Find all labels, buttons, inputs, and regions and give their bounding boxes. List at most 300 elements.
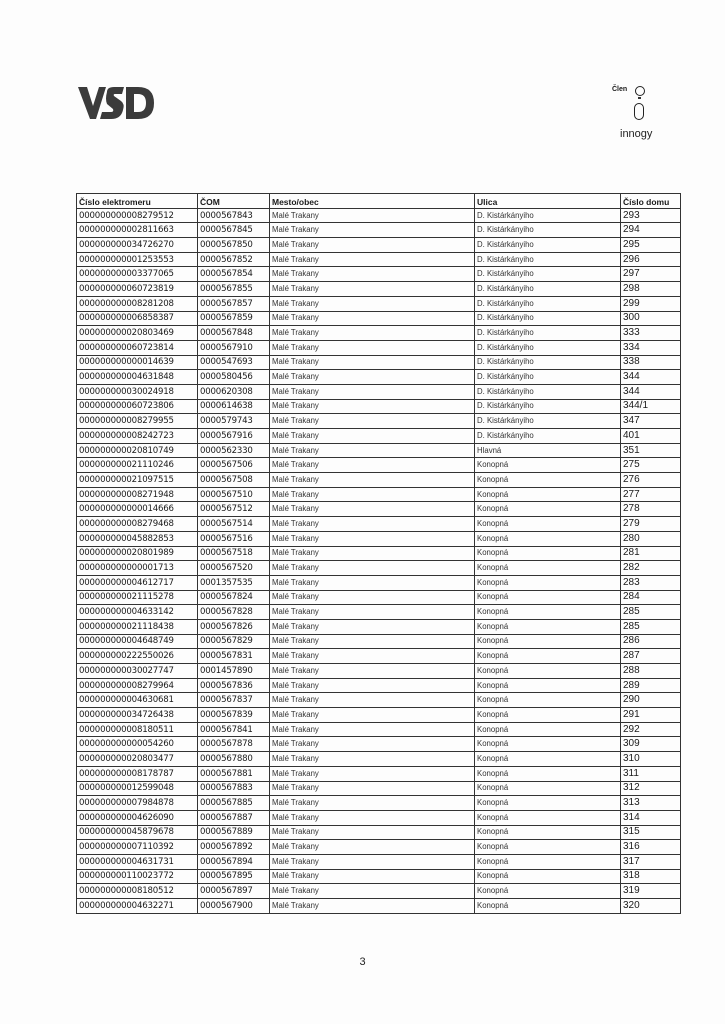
meter-number-cell: 000000000021097515 [77, 473, 198, 488]
innogy-symbol-icon [634, 103, 644, 120]
table-row [77, 282, 681, 297]
street-cell: Konopná [475, 899, 621, 914]
table-row [77, 575, 681, 590]
street-cell: Konopná [475, 722, 621, 737]
street-cell: Konopná [475, 708, 621, 723]
house-number-cell: 281 [621, 546, 681, 561]
house-number-cell: 344 [621, 370, 681, 385]
municipality-cell: Malé Trakany [270, 252, 475, 267]
table-row [77, 869, 681, 884]
street-cell: Konopná [475, 693, 621, 708]
street-cell: D. Kistárkányiho [475, 370, 621, 385]
meter-number-cell: 000000000008178787 [77, 766, 198, 781]
table-row [77, 296, 681, 311]
com-cell: 0000567518 [198, 546, 270, 561]
table-row [77, 810, 681, 825]
municipality-cell: Malé Trakany [270, 781, 475, 796]
house-number-cell: 333 [621, 326, 681, 341]
table-row [77, 752, 681, 767]
street-cell: D. Kistárkányiho [475, 208, 621, 223]
com-cell: 0000567910 [198, 340, 270, 355]
municipality-cell: Malé Trakany [270, 884, 475, 899]
com-cell: 0000567520 [198, 561, 270, 576]
municipality-cell: Malé Trakany [270, 223, 475, 238]
municipality-cell: Malé Trakany [270, 766, 475, 781]
com-cell: 0000567506 [198, 458, 270, 473]
street-cell: Konopná [475, 546, 621, 561]
meter-number-cell: 000000000008180512 [77, 884, 198, 899]
street-cell: D. Kistárkányiho [475, 429, 621, 444]
street-cell: Konopná [475, 649, 621, 664]
municipality-cell: Malé Trakany [270, 854, 475, 869]
house-number-cell: 291 [621, 708, 681, 723]
com-cell: 0000567510 [198, 487, 270, 502]
house-number-cell: 294 [621, 223, 681, 238]
municipality-cell: Malé Trakany [270, 296, 475, 311]
street-cell: Konopná [475, 487, 621, 502]
meter-number-cell: 000000000030024918 [77, 384, 198, 399]
house-number-cell: 295 [621, 238, 681, 253]
house-number-cell: 319 [621, 884, 681, 899]
table-row [77, 355, 681, 370]
com-cell: 0000567831 [198, 649, 270, 664]
com-cell: 0000567839 [198, 708, 270, 723]
municipality-cell: Malé Trakany [270, 458, 475, 473]
com-cell: 0000567878 [198, 737, 270, 752]
meter-number-cell: 000000000004648749 [77, 634, 198, 649]
meter-number-cell: 000000000045879678 [77, 825, 198, 840]
meter-number-cell: 000000000034726438 [77, 708, 198, 723]
house-number-cell: 317 [621, 854, 681, 869]
street-cell: D. Kistárkányiho [475, 399, 621, 414]
house-number-cell: 298 [621, 282, 681, 297]
municipality-cell: Malé Trakany [270, 708, 475, 723]
street-cell: Konopná [475, 840, 621, 855]
house-number-cell: 316 [621, 840, 681, 855]
table-row [77, 252, 681, 267]
com-cell: 0000562330 [198, 443, 270, 458]
house-number-cell: 279 [621, 517, 681, 532]
column-header-municipality: Mesto/obec [270, 194, 475, 209]
com-cell: 0000580456 [198, 370, 270, 385]
house-number-cell: 309 [621, 737, 681, 752]
com-cell: 0000567889 [198, 825, 270, 840]
table-row [77, 781, 681, 796]
meter-number-cell: 000000000007984878 [77, 796, 198, 811]
house-number-cell: 276 [621, 473, 681, 488]
municipality-cell: Malé Trakany [270, 429, 475, 444]
municipality-cell: Malé Trakany [270, 414, 475, 429]
street-cell: Konopná [475, 854, 621, 869]
com-cell: 0000567900 [198, 899, 270, 914]
com-cell: 0000567829 [198, 634, 270, 649]
municipality-cell: Malé Trakany [270, 546, 475, 561]
table-row [77, 223, 681, 238]
com-cell: 0000567859 [198, 311, 270, 326]
table-row [77, 899, 681, 914]
meter-number-cell: 000000000003377065 [77, 267, 198, 282]
column-header-com: ČOM [198, 194, 270, 209]
meter-number-cell: 000000000008279512 [77, 208, 198, 223]
municipality-cell: Malé Trakany [270, 590, 475, 605]
street-cell: D. Kistárkányiho [475, 340, 621, 355]
house-number-cell: 334 [621, 340, 681, 355]
house-number-cell: 314 [621, 810, 681, 825]
street-cell: Konopná [475, 884, 621, 899]
municipality-cell: Malé Trakany [270, 370, 475, 385]
municipality-cell: Malé Trakany [270, 355, 475, 370]
house-number-cell: 296 [621, 252, 681, 267]
com-cell: 0000567880 [198, 752, 270, 767]
table-row [77, 708, 681, 723]
street-cell: D. Kistárkányiho [475, 267, 621, 282]
street-cell: Konopná [475, 810, 621, 825]
table-row [77, 766, 681, 781]
street-cell: D. Kistárkányiho [475, 355, 621, 370]
house-number-cell: 347 [621, 414, 681, 429]
house-number-cell: 311 [621, 766, 681, 781]
meter-number-cell: 000000000000014666 [77, 502, 198, 517]
meter-number-cell: 000000000000054260 [77, 737, 198, 752]
table-row [77, 737, 681, 752]
street-cell: Konopná [475, 502, 621, 517]
page-number: 3 [359, 956, 366, 968]
house-number-cell: 285 [621, 619, 681, 634]
meter-number-cell: 000000000008279964 [77, 678, 198, 693]
table-row [77, 634, 681, 649]
municipality-cell: Malé Trakany [270, 267, 475, 282]
com-cell: 0000567854 [198, 267, 270, 282]
com-cell: 0000620308 [198, 384, 270, 399]
municipality-cell: Malé Trakany [270, 796, 475, 811]
municipality-cell: Malé Trakany [270, 443, 475, 458]
municipality-cell: Malé Trakany [270, 810, 475, 825]
table-row [77, 326, 681, 341]
electricity-meters-table [76, 193, 681, 914]
house-number-cell: 338 [621, 355, 681, 370]
municipality-cell: Malé Trakany [270, 619, 475, 634]
meter-number-cell: 000000000007110392 [77, 840, 198, 855]
meter-number-cell: 000000000001253553 [77, 252, 198, 267]
meter-number-cell: 000000000004612717 [77, 575, 198, 590]
meter-number-cell: 000000000012599048 [77, 781, 198, 796]
municipality-cell: Malé Trakany [270, 473, 475, 488]
table-row [77, 473, 681, 488]
com-cell: 0000567850 [198, 238, 270, 253]
com-cell: 0000567845 [198, 223, 270, 238]
house-number-cell: 313 [621, 796, 681, 811]
table-row [77, 531, 681, 546]
street-cell: Konopná [475, 781, 621, 796]
street-cell: Konopná [475, 634, 621, 649]
meter-number-cell: 000000000002811663 [77, 223, 198, 238]
meter-number-cell: 000000000020801989 [77, 546, 198, 561]
house-number-cell: 293 [621, 208, 681, 223]
municipality-cell: Malé Trakany [270, 678, 475, 693]
house-number-cell: 315 [621, 825, 681, 840]
municipality-cell: Malé Trakany [270, 693, 475, 708]
com-cell: 0000567857 [198, 296, 270, 311]
table-row [77, 208, 681, 223]
meter-number-cell: 000000000034726270 [77, 238, 198, 253]
municipality-cell: Malé Trakany [270, 649, 475, 664]
meter-number-cell: 000000000008281208 [77, 296, 198, 311]
com-cell: 0000567916 [198, 429, 270, 444]
street-cell: Konopná [475, 458, 621, 473]
municipality-cell: Malé Trakany [270, 326, 475, 341]
municipality-cell: Malé Trakany [270, 561, 475, 576]
table-row [77, 854, 681, 869]
municipality-cell: Malé Trakany [270, 399, 475, 414]
municipality-cell: Malé Trakany [270, 752, 475, 767]
municipality-cell: Malé Trakany [270, 311, 475, 326]
table-body [77, 208, 681, 913]
house-number-cell: 292 [621, 722, 681, 737]
meter-number-cell: 000000000008279955 [77, 414, 198, 429]
municipality-cell: Malé Trakany [270, 238, 475, 253]
table-row [77, 546, 681, 561]
com-cell: 0000567892 [198, 840, 270, 855]
municipality-cell: Malé Trakany [270, 208, 475, 223]
street-cell: Konopná [475, 619, 621, 634]
municipality-cell: Malé Trakany [270, 899, 475, 914]
house-number-cell: 401 [621, 429, 681, 444]
table-row [77, 693, 681, 708]
table-row [77, 502, 681, 517]
municipality-cell: Malé Trakany [270, 502, 475, 517]
com-cell: 0000567848 [198, 326, 270, 341]
meter-number-cell: 000000000110023772 [77, 869, 198, 884]
table-row [77, 458, 681, 473]
table-row [77, 238, 681, 253]
meter-number-cell: 000000000020803469 [77, 326, 198, 341]
meter-number-cell: 000000000020803477 [77, 752, 198, 767]
street-cell: Konopná [475, 590, 621, 605]
com-cell: 0000567897 [198, 884, 270, 899]
meter-number-cell: 000000000030027747 [77, 664, 198, 679]
house-number-cell: 284 [621, 590, 681, 605]
municipality-cell: Malé Trakany [270, 340, 475, 355]
street-cell: D. Kistárkányiho [475, 282, 621, 297]
table-row [77, 619, 681, 634]
meter-number-cell: 000000000004631731 [77, 854, 198, 869]
dash-icon [638, 97, 641, 99]
meter-number-cell: 000000000008180511 [77, 722, 198, 737]
table-row [77, 664, 681, 679]
table-row [77, 840, 681, 855]
house-number-cell: 300 [621, 311, 681, 326]
municipality-cell: Malé Trakany [270, 825, 475, 840]
com-cell: 0000567881 [198, 766, 270, 781]
com-cell: 0000547693 [198, 355, 270, 370]
street-cell: Konopná [475, 737, 621, 752]
meter-number-cell: 000000000021110246 [77, 458, 198, 473]
street-cell: D. Kistárkányiho [475, 384, 621, 399]
com-cell: 0001357535 [198, 575, 270, 590]
street-cell: D. Kistárkányiho [475, 296, 621, 311]
street-cell: Konopná [475, 825, 621, 840]
table-row [77, 443, 681, 458]
vsd-logo [78, 86, 154, 120]
com-cell: 0000567512 [198, 502, 270, 517]
municipality-cell: Malé Trakany [270, 575, 475, 590]
house-number-cell: 297 [621, 267, 681, 282]
meter-number-cell: 000000000045882853 [77, 531, 198, 546]
house-number-cell: 285 [621, 605, 681, 620]
meter-number-cell: 000000000008242723 [77, 429, 198, 444]
house-number-cell: 286 [621, 634, 681, 649]
house-number-cell: 287 [621, 649, 681, 664]
municipality-cell: Malé Trakany [270, 487, 475, 502]
com-cell: 0001457890 [198, 664, 270, 679]
municipality-cell: Malé Trakany [270, 840, 475, 855]
street-cell: D. Kistárkányiho [475, 223, 621, 238]
municipality-cell: Malé Trakany [270, 869, 475, 884]
table-header-row [77, 194, 681, 209]
table-row [77, 825, 681, 840]
com-cell: 0000567885 [198, 796, 270, 811]
house-number-cell: 283 [621, 575, 681, 590]
meter-number-cell: 000000000060723819 [77, 282, 198, 297]
house-number-cell: 282 [621, 561, 681, 576]
table-row [77, 487, 681, 502]
table-row [77, 796, 681, 811]
house-number-cell: 344 [621, 384, 681, 399]
house-number-cell: 280 [621, 531, 681, 546]
table-row [77, 429, 681, 444]
table-row [77, 340, 681, 355]
municipality-cell: Malé Trakany [270, 722, 475, 737]
street-cell: Konopná [475, 561, 621, 576]
house-number-cell: 351 [621, 443, 681, 458]
street-cell: Konopná [475, 869, 621, 884]
table-row [77, 722, 681, 737]
street-cell: Konopná [475, 473, 621, 488]
municipality-cell: Malé Trakany [270, 384, 475, 399]
street-cell: Konopná [475, 752, 621, 767]
municipality-cell: Malé Trakany [270, 531, 475, 546]
house-number-cell: 318 [621, 869, 681, 884]
column-header-meter-number: Číslo elektromeru [77, 194, 198, 209]
com-cell: 0000567824 [198, 590, 270, 605]
table-row [77, 590, 681, 605]
com-cell: 0000567883 [198, 781, 270, 796]
com-cell: 0000567852 [198, 252, 270, 267]
table-row [77, 370, 681, 385]
meter-number-cell: 000000000021115278 [77, 590, 198, 605]
street-cell: D. Kistárkányiho [475, 414, 621, 429]
street-cell: Konopná [475, 531, 621, 546]
com-cell: 0000567894 [198, 854, 270, 869]
meter-number-cell: 000000000004631848 [77, 370, 198, 385]
column-header-house-number: Číslo domu [621, 194, 681, 209]
table-row [77, 384, 681, 399]
member-label: Člen [612, 86, 628, 93]
street-cell: D. Kistárkányiho [475, 238, 621, 253]
com-cell: 0000567855 [198, 282, 270, 297]
table-row [77, 399, 681, 414]
com-cell: 0000567514 [198, 517, 270, 532]
street-cell: Konopná [475, 575, 621, 590]
com-cell: 0000579743 [198, 414, 270, 429]
meter-number-cell: 000000000222550026 [77, 649, 198, 664]
table-row [77, 561, 681, 576]
vsd-logo-graphic [78, 86, 154, 120]
com-cell: 0000567836 [198, 678, 270, 693]
street-cell: D. Kistárkányiho [475, 311, 621, 326]
com-cell: 0000567843 [198, 208, 270, 223]
meter-number-cell: 000000000004626090 [77, 810, 198, 825]
street-cell: D. Kistárkányiho [475, 252, 621, 267]
meter-number-cell: 000000000021118438 [77, 619, 198, 634]
com-cell: 0000614638 [198, 399, 270, 414]
table-row [77, 517, 681, 532]
meter-number-cell: 000000000060723806 [77, 399, 198, 414]
com-cell: 0000567841 [198, 722, 270, 737]
house-number-cell: 310 [621, 752, 681, 767]
column-header-street: Ulica [475, 194, 621, 209]
meter-number-cell: 000000000060723814 [77, 340, 198, 355]
street-cell: Konopná [475, 678, 621, 693]
meter-number-cell: 000000000004632271 [77, 899, 198, 914]
table-row [77, 649, 681, 664]
house-number-cell: 344/1 [621, 399, 681, 414]
house-number-cell: 275 [621, 458, 681, 473]
table-row [77, 414, 681, 429]
meter-number-cell: 000000000006858387 [77, 311, 198, 326]
meter-number-cell: 000000000000014639 [77, 355, 198, 370]
street-cell: Konopná [475, 664, 621, 679]
municipality-cell: Malé Trakany [270, 737, 475, 752]
com-cell: 0000567828 [198, 605, 270, 620]
table-row [77, 311, 681, 326]
table-row [77, 267, 681, 282]
meter-number-cell: 000000000020810749 [77, 443, 198, 458]
house-number-cell: 320 [621, 899, 681, 914]
house-number-cell: 290 [621, 693, 681, 708]
com-cell: 0000567895 [198, 869, 270, 884]
meter-number-cell: 000000000004633142 [77, 605, 198, 620]
house-number-cell: 312 [621, 781, 681, 796]
meter-number-cell: 000000000008271948 [77, 487, 198, 502]
house-number-cell: 278 [621, 502, 681, 517]
house-number-cell: 299 [621, 296, 681, 311]
street-cell: Konopná [475, 796, 621, 811]
street-cell: Konopná [475, 517, 621, 532]
meter-number-cell: 000000000004630681 [77, 693, 198, 708]
com-cell: 0000567887 [198, 810, 270, 825]
table-row [77, 678, 681, 693]
house-number-cell: 289 [621, 678, 681, 693]
com-cell: 0000567837 [198, 693, 270, 708]
table-row [77, 605, 681, 620]
house-number-cell: 288 [621, 664, 681, 679]
partner-name: innogy [620, 128, 653, 140]
member-badge [598, 84, 678, 146]
table-row [77, 884, 681, 899]
municipality-cell: Malé Trakany [270, 664, 475, 679]
circle-icon [635, 86, 645, 96]
street-cell: Hlavná [475, 443, 621, 458]
street-cell: Konopná [475, 766, 621, 781]
meter-number-cell: 000000000008279468 [77, 517, 198, 532]
municipality-cell: Malé Trakany [270, 634, 475, 649]
municipality-cell: Malé Trakany [270, 282, 475, 297]
com-cell: 0000567516 [198, 531, 270, 546]
street-cell: Konopná [475, 605, 621, 620]
house-number-cell: 277 [621, 487, 681, 502]
municipality-cell: Malé Trakany [270, 517, 475, 532]
